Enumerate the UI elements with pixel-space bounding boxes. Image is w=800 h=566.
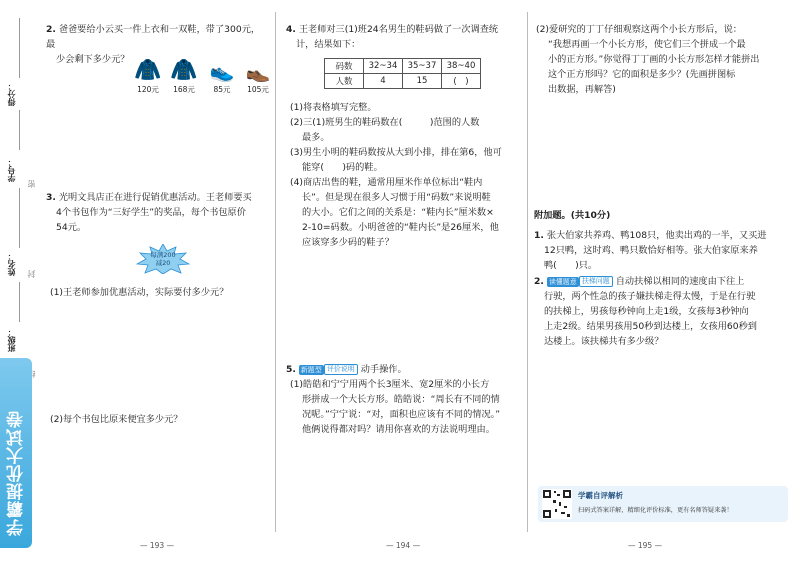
question-text: “我想再画一个小长方形，使它们三个拼成一个最 [548, 39, 746, 50]
read-problem-tag: 读懂题意 [548, 277, 577, 286]
item-price: 85元 [213, 85, 231, 94]
question-text: 上走2级。结果男孩用50秒到达楼上，女孩用60秒到 [544, 321, 757, 332]
coat-icon: 🧥 [170, 58, 198, 83]
column-divider [527, 12, 528, 532]
qr-title: 学霸自评解析 [578, 491, 623, 500]
escalator-tag: 扶梯问题 [579, 276, 613, 287]
promo-text: 每满200 [150, 251, 176, 259]
table-header: 码数 [325, 59, 364, 74]
table-cell: 15 [403, 74, 442, 89]
question-text: 他俩说得都对吗？请用你喜欢的方法说明理由。 [302, 424, 495, 435]
question-text: 4个书包作为“三好学生”的奖品，每个书包原价 [56, 207, 246, 218]
question-number: 4. [286, 24, 296, 35]
seal-label: 密 [27, 180, 36, 188]
promo-text: 减20 [155, 259, 171, 267]
bonus-question-2 [534, 274, 790, 349]
item-price: 120元 [137, 85, 159, 94]
question-text: 的大小。它们之间的关系是：“鞋内长”厘米数× [302, 207, 494, 218]
table-header: 35~37 [403, 59, 442, 74]
question-3-part-2: (2)每个书包比原来便宜多少元？ [50, 414, 183, 425]
question-text: (1)将表格填写完整。 [290, 102, 377, 113]
page-number: — 193 — [140, 541, 175, 550]
question-text: 自动扶梯以相同的速度由下往上 [615, 276, 745, 287]
question-number: 1. [534, 230, 544, 241]
question-text: 王老师对三(1)班24名男生的鞋码做了一次调查统 [298, 24, 499, 35]
table-header: 32~34 [364, 59, 403, 74]
name-label: 姓名： [7, 252, 16, 276]
question-text: 计，结果如下： [296, 39, 361, 50]
question-number: 2. [534, 276, 544, 287]
question-text: 最多。 [302, 132, 330, 143]
divider [19, 188, 20, 248]
table-cell-blank[interactable]: ( ) [442, 74, 481, 89]
question-text: 达楼上。该扶梯共有多少级？ [544, 336, 664, 347]
qr-code-icon[interactable] [542, 489, 572, 519]
question-text: 形拼成一个大长方形。皓皓说：“周长有不同的情 [302, 394, 500, 405]
question-text: (1)皓皓和宁宁用两个长3厘米、宽2厘米的小长方 [290, 379, 490, 390]
sneaker-icon: 👟 [209, 59, 235, 83]
question-text: 小的正方形。”你觉得丁丁画的小长方形怎样才能拼出 [548, 54, 760, 65]
bonus-title: 附加题。(共10分) [534, 210, 611, 221]
score-label: 得分： [7, 82, 16, 106]
table-row [325, 59, 481, 74]
question-text: 况呢。”宁宁说：“对，面积也应该有不同的情况。” [302, 409, 501, 420]
question-text: 54元。 [56, 222, 87, 233]
question-text: (2)三(1)班男生的鞋码数在( )范围的人数 [290, 117, 480, 128]
question-text: 光明文具店正在进行促销优惠活动。王老师要买 [58, 192, 252, 203]
question-text: 能穿( )码的鞋。 [302, 162, 383, 173]
page-number: — 195 — [628, 541, 663, 550]
binding-sidebar [0, 0, 40, 566]
question-5 [286, 362, 522, 437]
divider [19, 110, 20, 150]
bonus-question-1 [534, 228, 790, 273]
question-4 [286, 22, 522, 52]
table-cell: 人数 [325, 74, 364, 89]
question-text: 长”。但是现在很多人习惯于用“码数”来说明鞋 [302, 192, 491, 203]
question-text: 行驶，两个性急的孩子嫌扶梯走得太慢，于是在行驶 [544, 291, 756, 302]
clothing-item [242, 58, 274, 95]
shoe-size-table [324, 58, 481, 89]
question-text: 爸爸要给小云买一件上衣和一双鞋，带了300元，最 [46, 24, 261, 50]
seal-label: 封 [27, 270, 36, 278]
table-cell: 4 [364, 74, 403, 89]
item-price: 105元 [247, 85, 269, 94]
question-text: (2)爱研究的丁丁仔细观察这两个小长方形后，说： [536, 24, 742, 35]
question-text: 出数据，再解答) [548, 84, 616, 95]
question-text: 动手操作。 [360, 364, 407, 375]
shoe-icon: 👞 [245, 59, 271, 83]
question-text: 张大伯家共养鸡、鸭108只，他卖出鸡的一半，又买进 [546, 230, 767, 241]
class-label: 班级： [7, 328, 16, 352]
qr-text: 扫码式答案详解，精细化评价标准，更有名师答疑来袭！ [578, 507, 733, 514]
clothing-item [168, 58, 200, 95]
question-number: 5. [286, 364, 296, 375]
question-number: 3. [46, 192, 56, 203]
divider [19, 18, 20, 78]
student-id-label: 学号： [7, 158, 16, 182]
table-row [325, 74, 481, 89]
question-3-part-1: (1)王老师参加优惠活动，实际要付多少元？ [50, 287, 229, 298]
question-text: (4)商店出售的鞋，通常用厘米作单位标出“鞋内 [290, 177, 483, 188]
question-4-parts [290, 100, 524, 250]
question-text: 的扶梯上，男孩每秒钟向上走1级，女孩每3秒钟向 [544, 306, 749, 317]
question-text: 鸭( )只。 [544, 260, 598, 271]
question-3 [46, 190, 270, 235]
question-text: 少会剩下多少元？ [56, 54, 130, 65]
question-text: 12只鸭，这时鸡、鸭只数恰好相等。张大伯家原来养 [544, 245, 758, 256]
question-5-part-2 [536, 22, 790, 97]
evaluation-tag: 评价说明 [324, 364, 358, 375]
clothing-items [128, 58, 278, 102]
question-text: 2-10=码数。小明爸爸的“鞋内长”是26厘米，他 [302, 222, 499, 233]
question-text: 应该穿多少码的鞋子？ [302, 237, 394, 248]
qr-banner [538, 486, 788, 522]
item-price: 168元 [173, 85, 195, 94]
promo-badge [136, 244, 190, 274]
brand-title: 学霸提优大试卷 [7, 410, 27, 536]
divider [19, 282, 20, 322]
page-number: — 194 — [386, 541, 421, 550]
new-type-tag: 新题型 [300, 365, 322, 374]
table-header: 38~40 [442, 59, 481, 74]
clothing-item [132, 58, 164, 95]
question-text: 这个正方形吗？它的面积是多少？(先画拼图标 [548, 69, 736, 80]
question-number: 2. [46, 24, 56, 35]
jacket-icon: 🧥 [134, 58, 162, 83]
question-text: (3)男生小明的鞋码数按从大到小排，排在第6，他可 [290, 147, 502, 158]
clothing-item [206, 58, 238, 95]
